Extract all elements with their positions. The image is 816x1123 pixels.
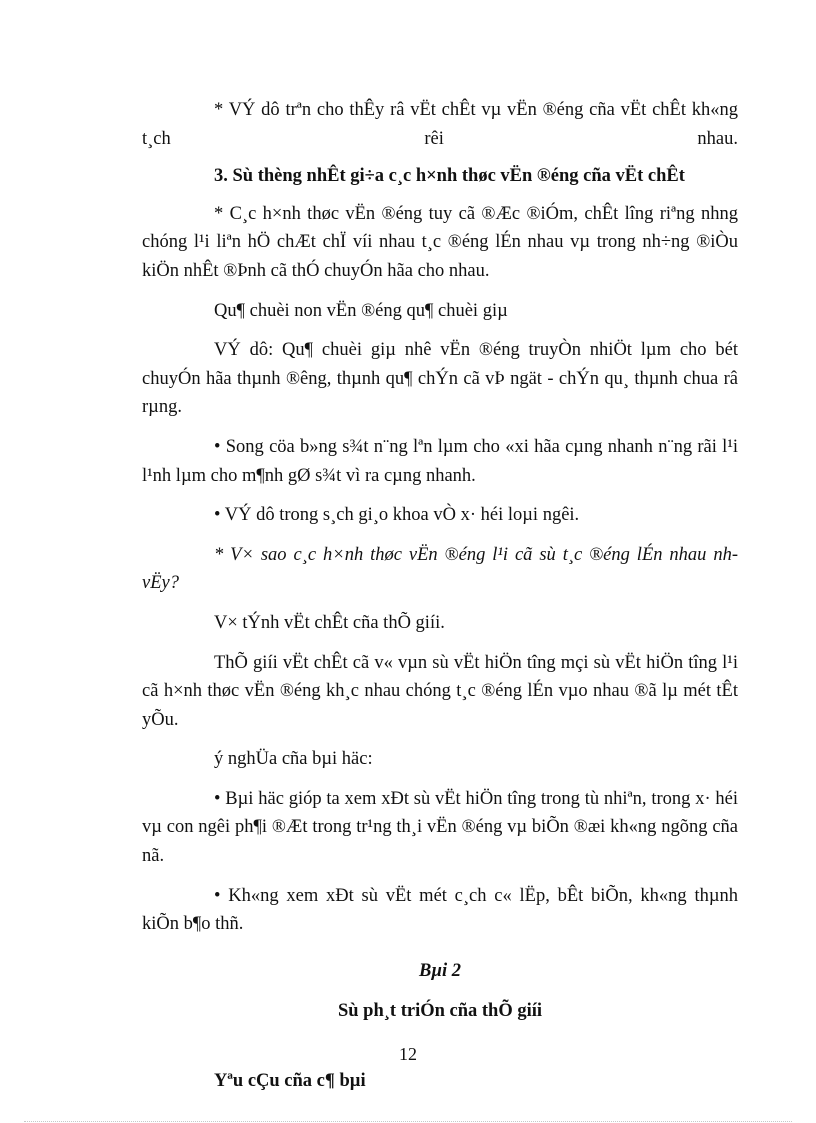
lesson-label: Bµi 2 xyxy=(418,960,461,981)
paragraph-banana-explanation: VÝ dô: Qu¶ chuèi giµ nhê vËn ®éng truyÒn nhiÖt lµm cho bét chuyÓn hãa thµnh ®êng, thµnh qu¶ chÝn cã vÞ ngät - chÝn qu¸ thµnh chua râ rµng. xyxy=(142,340,738,418)
bullet-icon: • xyxy=(214,436,221,457)
bullet-text: Bµi häc gióp ta xem xÐt sù vËt hiÖn tîng trong tù nhiªn, trong x· héi vµ con ngêi ph¶i ®Æt trong tr¹ng th¸i vËn ®éng vµ biÕn ®æi kh«ng ngõng cña nã. xyxy=(142,788,739,867)
section-heading-unity: 3. Sù thèng nhÊt gi÷a c¸c h×nh thøc vËn ®éng cña vËt chÊt xyxy=(214,166,685,187)
paragraph-example-intro: * VÝ dô trªn cho thÊy râ vËt chÊt vµ vËn ®éng cña vËt chÊt kh«ng t¸ch rêi nhau. xyxy=(142,100,738,149)
bullet-icon: • xyxy=(214,505,221,526)
bullet-not-isolated xyxy=(142,882,738,939)
page-bottom-divider xyxy=(24,1121,792,1122)
body-text xyxy=(142,96,738,1095)
paragraph-material-world: ThÕ giíi vËt chÊt cã v« vµn sù vËt hiÖn tîng mçi sù vËt hiÖn tîng l¹i cã h×nh thøc vËn ®éng kh¸c nhau chóng t¸c ®éng lÉn vµo nhau ®ã lµ mét tÊt yÕu. xyxy=(142,652,738,730)
bullet-lesson-help xyxy=(142,785,738,871)
bullet-iron-window xyxy=(142,433,738,490)
paragraph-why-question: * V× sao c¸c h×nh thøc vËn ®éng l¹i cã sù t¸c ®éng lÉn nhau nh vËy? xyxy=(142,544,738,594)
lesson-title: Sù ph¸t triÓn cña thÕ giíi xyxy=(337,1000,543,1021)
paragraph-material-nature: V× tÝnh vËt chÊt cña thÕ giíi. xyxy=(214,612,445,633)
bullet-icon: • xyxy=(214,885,221,906)
bullet-icon: • xyxy=(214,788,221,809)
bullet-text: VÝ dô trong s¸ch gi¸o khoa vÒ x· héi loµi ngêi. xyxy=(224,505,580,526)
paragraph-forms-of-motion: * C¸c h×nh thøc vËn ®éng tuy cã ®Æc ®iÓm, chÊt lîng riªng nhng chóng l¹i liªn hÖ chÆt chÏ víi nhau t¸c ®éng lÉn nhau vµ trong nh÷ng ®iÒu kiÖn nhÊt ®Þnh cã thÓ chuyÓn hãa cho nhau. xyxy=(142,203,738,281)
bullet-textbook-example xyxy=(142,501,738,530)
paragraph-banana-example: Qu¶ chuèi non vËn ®éng qu¶ chuèi giµ xyxy=(214,300,508,321)
bullet-text: Kh«ng xem xÐt sù vËt mét c¸ch c« lËp, bÊt biÕn, kh«ng thµnh kiÕn b¶o thñ. xyxy=(142,885,738,935)
bullet-text: Song cöa b»ng s¾t n¨ng lªn lµm cho «xi hãa cµng nhanh n¨ng rãi l¹i l¹nh lµm cho m¶nh gØ s¾t vì ra cµng nhanh. xyxy=(142,436,739,486)
paragraph-meaning-label: ý nghÜa cña bµi häc: xyxy=(214,749,373,770)
page-number: 12 xyxy=(399,1044,417,1064)
requirements-heading: Yªu cÇu cña c¶ bµi xyxy=(214,1070,366,1091)
